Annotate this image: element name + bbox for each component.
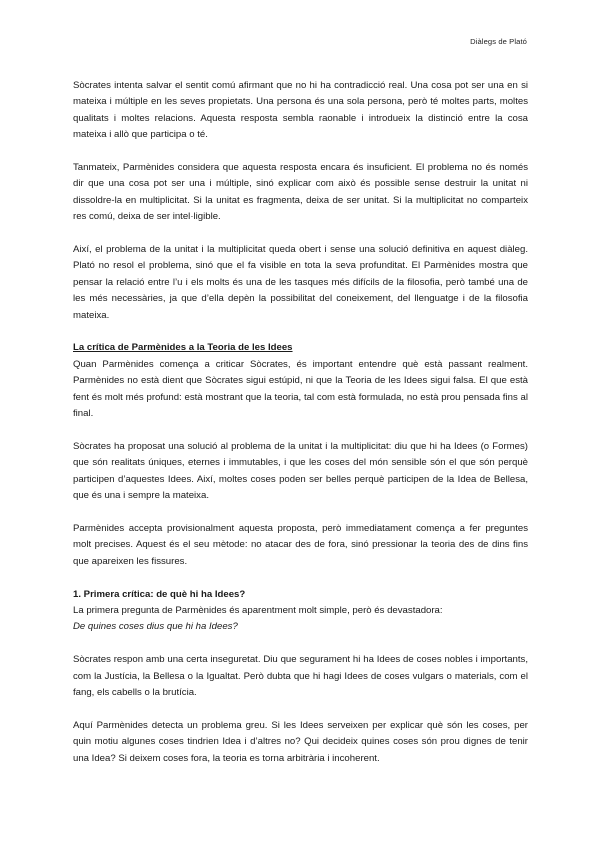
section-heading: La crítica de Parmènides a la Teoria de les Idees xyxy=(73,342,293,354)
quoted-question: De quines coses dius que hi ha Idees? xyxy=(73,621,238,633)
paragraph-1: Sòcrates intenta salvar el sentit comú afirmant que no hi ha contradicció real. Una cosa pot ser una en si mateixa i múltiple en les seves propietats. Una persona és una sola persona, però té moltes parts, moltes qualitats i moltes relacions. Aquesta resposta sembla raonable i introdueix la distinció entre la cosa mateixa i allò que participa o té. xyxy=(73,80,528,141)
paragraph-6: Parmènides accepta provisionalment aquesta proposta, però immediatament comença a fer preguntes molt precises. Aquest és el seu mètode: no atacar des de fora, sinó pressionar la teoria des de dins fins que apareixen les fissures. xyxy=(73,522,528,567)
subsection-heading: 1. Primera crítica: de què hi ha Idees? xyxy=(73,588,246,600)
paragraph-2: Tanmateix, Parmènides considera que aquesta resposta encara és insuficient. El problema no és només dir que una cosa pot ser una i múltiple, sinó explicar com això és possible sense destruir la unitat ni dissoldre-la en multiplicitat. Si la unitat es fragmenta, deixa de ser unitat. Si la multiplicitat no comparteix res comú, deixa de ser intel·ligible. xyxy=(73,162,528,223)
body-text xyxy=(73,78,528,783)
running-header: Diàlegs de Plató xyxy=(470,37,527,46)
paragraph-5: Sòcrates ha proposat una solució al problema de la unitat i la multiplicitat: diu que hi ha Idees (o Formes) que són realitats úniques, eternes i immutables, i que les coses del món sensible són el que són perquè participen d’aquestes Idees. Així, moltes coses poden ser belles perquè participen de la Idea de Bellesa, que és una i sempre la mateixa. xyxy=(73,440,528,502)
paragraph-8: Sòcrates respon amb una certa inseguretat. Diu que segurament hi ha Idees de coses nobles i importants, com la Justícia, la Bellesa o la Igualtat. Però dubta que hi hagi Idees de coses vulgars o materials, com el fang, els cabells o la brutícia. xyxy=(73,654,528,698)
paragraph-9: Aquí Parmènides detecta un problema greu. Si les Idees serveixen per explicar què són les coses, per quin motiu algunes coses tindrien Idea i d’altres no? Qui decideix quines coses són prou dignes de tenir una Idea? Si deixem coses fora, la teoria es torna arbitrària i incoherent. xyxy=(73,719,528,764)
paragraph-7-line: La primera pregunta de Parmènides és aparentment molt simple, però és devastadora: xyxy=(73,604,443,616)
paragraph-4: Quan Parmènides comença a criticar Sòcrates, és important entendre què està passant realment. Parmènides no està dient que Sòcrates sigui estúpid, ni que la Teoria de les Idees sigui falsa. El que està fent és molt més profund: està mostrant que la teoria, tal com està formulada, no està prou pensada fins al final. xyxy=(73,358,528,420)
paragraph-3: Així, el problema de la unitat i la multiplicitat queda obert i sense una solució definitiva en aquest diàleg. Plató no resol el problema, sinó que el fa visible en tota la seva profunditat. El Parmènides mostra que pensar la relació entre l’u i els molts és una de les tasques més difícils de la filosofia, però també una de les més necessàries, ja que d’ella depèn la possibilitat del coneixement, del llenguatge i de la filosofia mateixa. xyxy=(73,244,528,321)
